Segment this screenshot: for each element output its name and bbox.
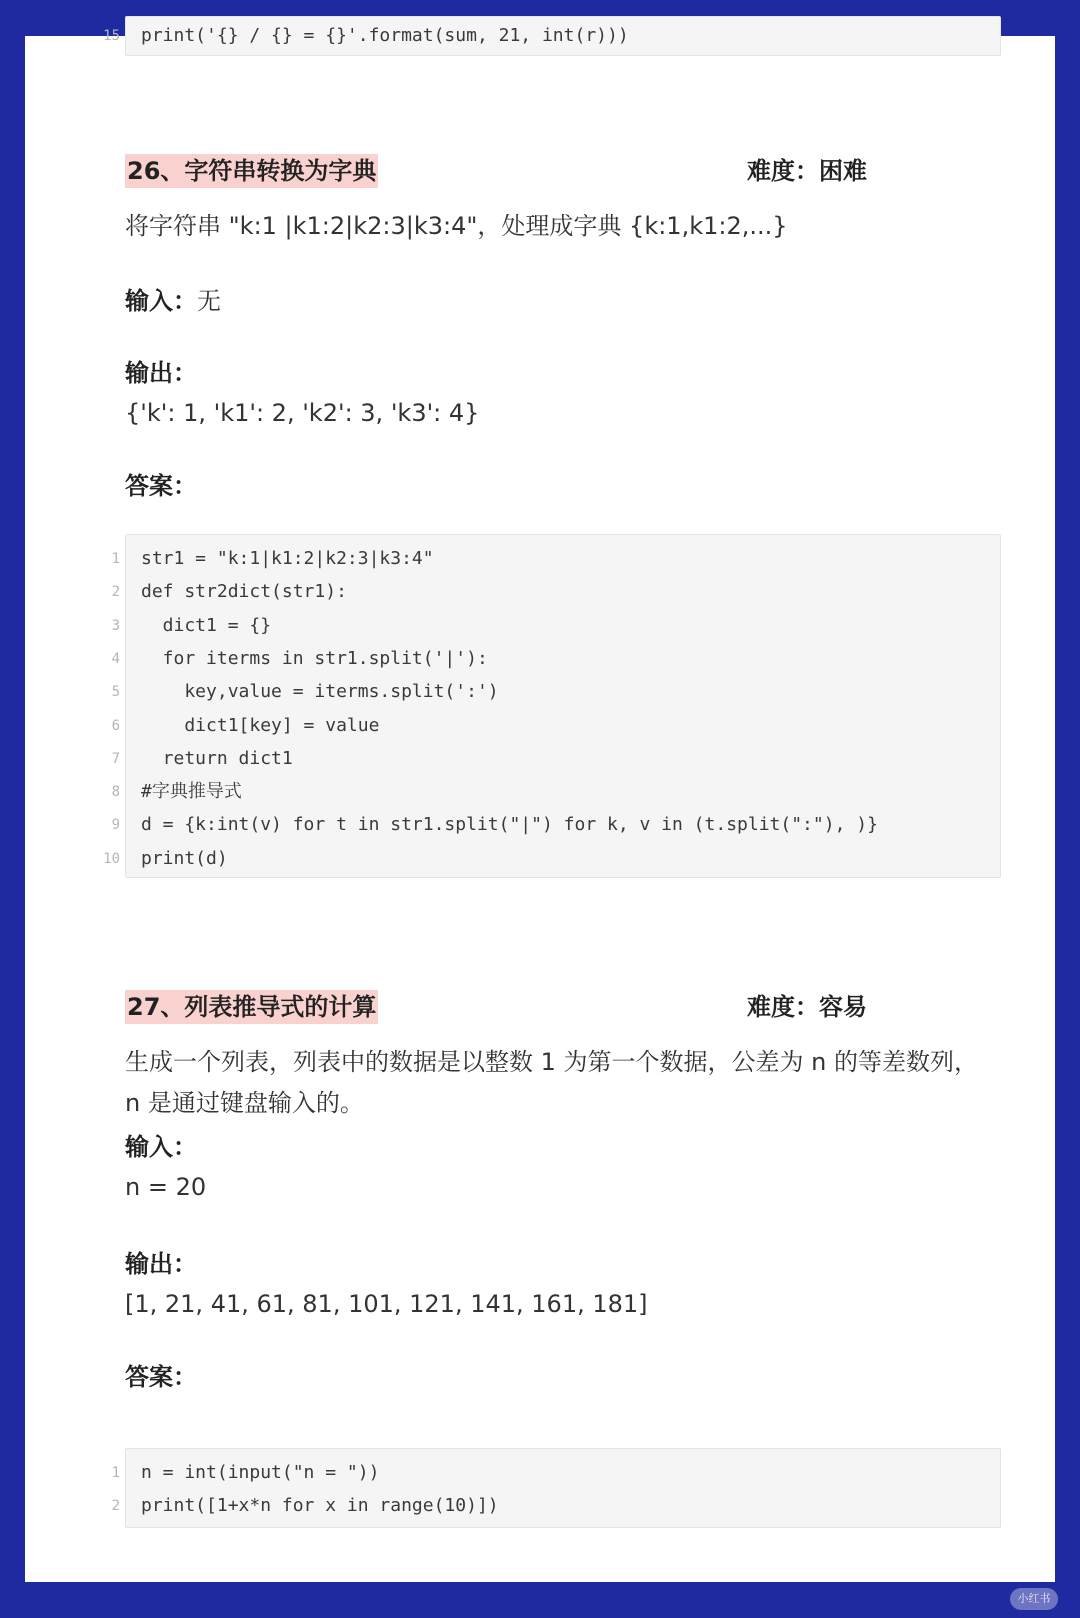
question-26-title: 26、字符串转换为字典 [125,154,378,188]
line-number: 3 [111,617,120,634]
code-text: print(d) [141,847,228,869]
question-26-input-label [125,284,221,318]
code-text: def str2dict(str1): [141,581,347,603]
code-line [111,1456,1000,1490]
code-text: str1 = "k:1|k1:2|k2:3|k3:4" [141,548,434,569]
code-text: key,value = iterms.split(':') [141,681,499,703]
code-line [111,709,1000,743]
input-value: 无 [197,287,221,315]
code-text: n = int(input("n = ")) [141,1462,380,1483]
question-27-input-value: n = 20 [125,1173,207,1201]
code-line [111,675,1000,709]
watermark-logo: 小红书 [1010,1588,1058,1610]
code-text: d = {k:int(v) for t in str1.split("|") for k, v in (t.split(":"), )} [141,814,878,836]
line-number: 10 [103,850,120,867]
code-line [111,1489,1000,1523]
line-number: 7 [111,750,120,767]
line-number: 6 [111,717,120,734]
question-26-output-value: {'k': 1, 'k1': 2, 'k2': 3, 'k3': 4} [125,399,480,427]
line-number: 2 [111,1498,120,1515]
input-label-text: 输入： [125,287,197,315]
previous-code-block [103,16,1001,56]
question-27-title: 27、列表推导式的计算 [125,990,378,1024]
question-27-output-label: 输出： [125,1250,197,1278]
code-line [111,642,1000,676]
code-line [111,808,1000,842]
question-26-output-label: 输出： [125,359,197,387]
line-number: 15 [103,28,120,44]
description-line-2: n 是通过键盘输入的。 [125,1089,364,1117]
description-line-1: 生成一个列表，列表中的数据是以整数 1 为第一个数据，公差为 n 的等差数列， [125,1048,978,1076]
question-27-difficulty: 难度：容易 [747,993,867,1021]
question-27-output-value: [1, 21, 41, 61, 81, 101, 121, 141, 161, 181] [125,1290,648,1318]
code-line [111,775,1000,809]
line-number: 4 [111,650,120,667]
code-text: dict1[key] = value [141,714,380,736]
line-number: 2 [111,584,120,601]
line-number: 5 [111,684,120,701]
question-26-answer-label: 答案： [125,472,197,500]
code-text: print([1+x*n for x in range(10)]) [141,1495,499,1517]
code-text: print('{} / {} = {}'.format(sum, 21, int(r))) [141,25,629,46]
line-number: 1 [111,551,120,567]
line-number: 8 [111,784,120,801]
line-number: 1 [111,1465,120,1481]
code-line [111,609,1000,643]
question-27-answer-label: 答案： [125,1363,197,1391]
code-text: dict1 = {} [141,614,272,636]
code-text: return dict1 [141,747,293,769]
question-26-difficulty: 难度：困难 [747,157,867,185]
code-line [111,575,1000,609]
document-page [25,25,1055,1582]
line-number: 9 [111,817,120,834]
code-line [103,19,1000,53]
code-line [111,542,1000,576]
question-26-code-block [103,534,1001,878]
question-27-code-block [111,1448,1001,1528]
code-text: #字典推导式 [141,781,242,803]
question-27-input-label: 输入： [125,1133,197,1161]
code-line [111,742,1000,776]
code-line [103,842,1000,876]
question-27-description [125,1042,1005,1124]
code-text: for iterms in str1.split('|'): [141,647,488,669]
question-26-description: 将字符串 "k:1 |k1:2|k2:3|k3:4"，处理成字典 {k:1,k1:2,...} [125,212,788,240]
